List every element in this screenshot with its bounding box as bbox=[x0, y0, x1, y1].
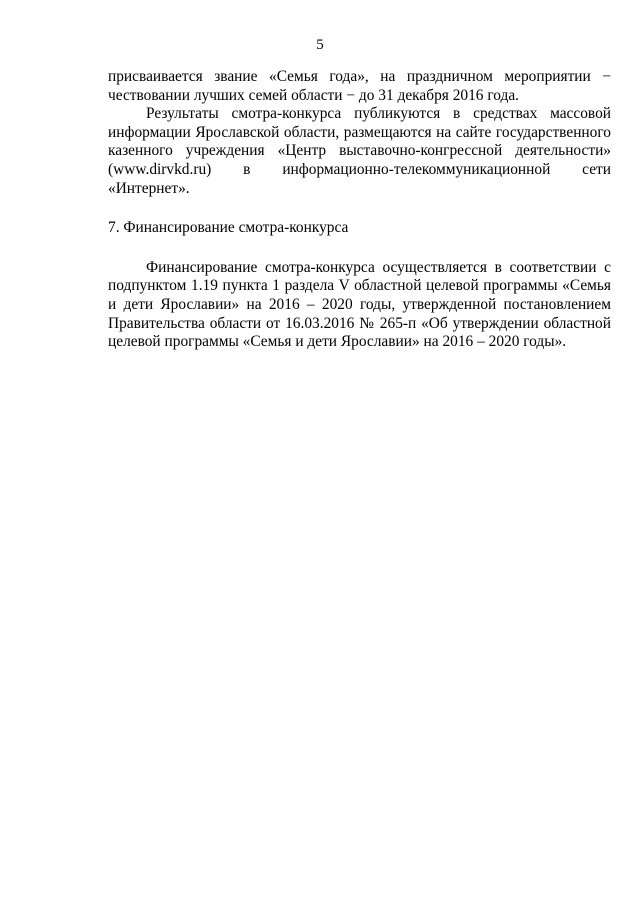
paragraph-financing: Финансирование смотра-конкурса осуществляется в соответствии с подпунктом 1.19 пункта 1 раздела V областной целевой программы «Семья и дети Ярославии» на 2016 – 2020 годы, утвержденной постановлением Правительства области от 16.03.2016 № 265-п «Об утверждении областной целевой программы «Семья и дети Ярославии» на 2016 – 2020 годы». bbox=[108, 258, 611, 351]
paragraph-award-title: присваивается звание «Семья года», на праздничном мероприятии − чествовании лучших семей области − до 31 декабря 2016 года. bbox=[108, 68, 611, 104]
paragraph-results-publication: Результаты смотра-конкурса публикуются в средствах массовой информации Ярославской области, размещаются на сайте государственного казенного учреждения «Центр выставочно-конгрессной деятельности» (www.dirvkd.ru) в информационно-телекоммуникационной сети «Интернет». bbox=[108, 105, 611, 197]
section-heading-financing: 7. Финансирование смотра-конкурса bbox=[108, 219, 349, 237]
document-body bbox=[108, 68, 611, 352]
page-number: 5 bbox=[316, 37, 324, 53]
